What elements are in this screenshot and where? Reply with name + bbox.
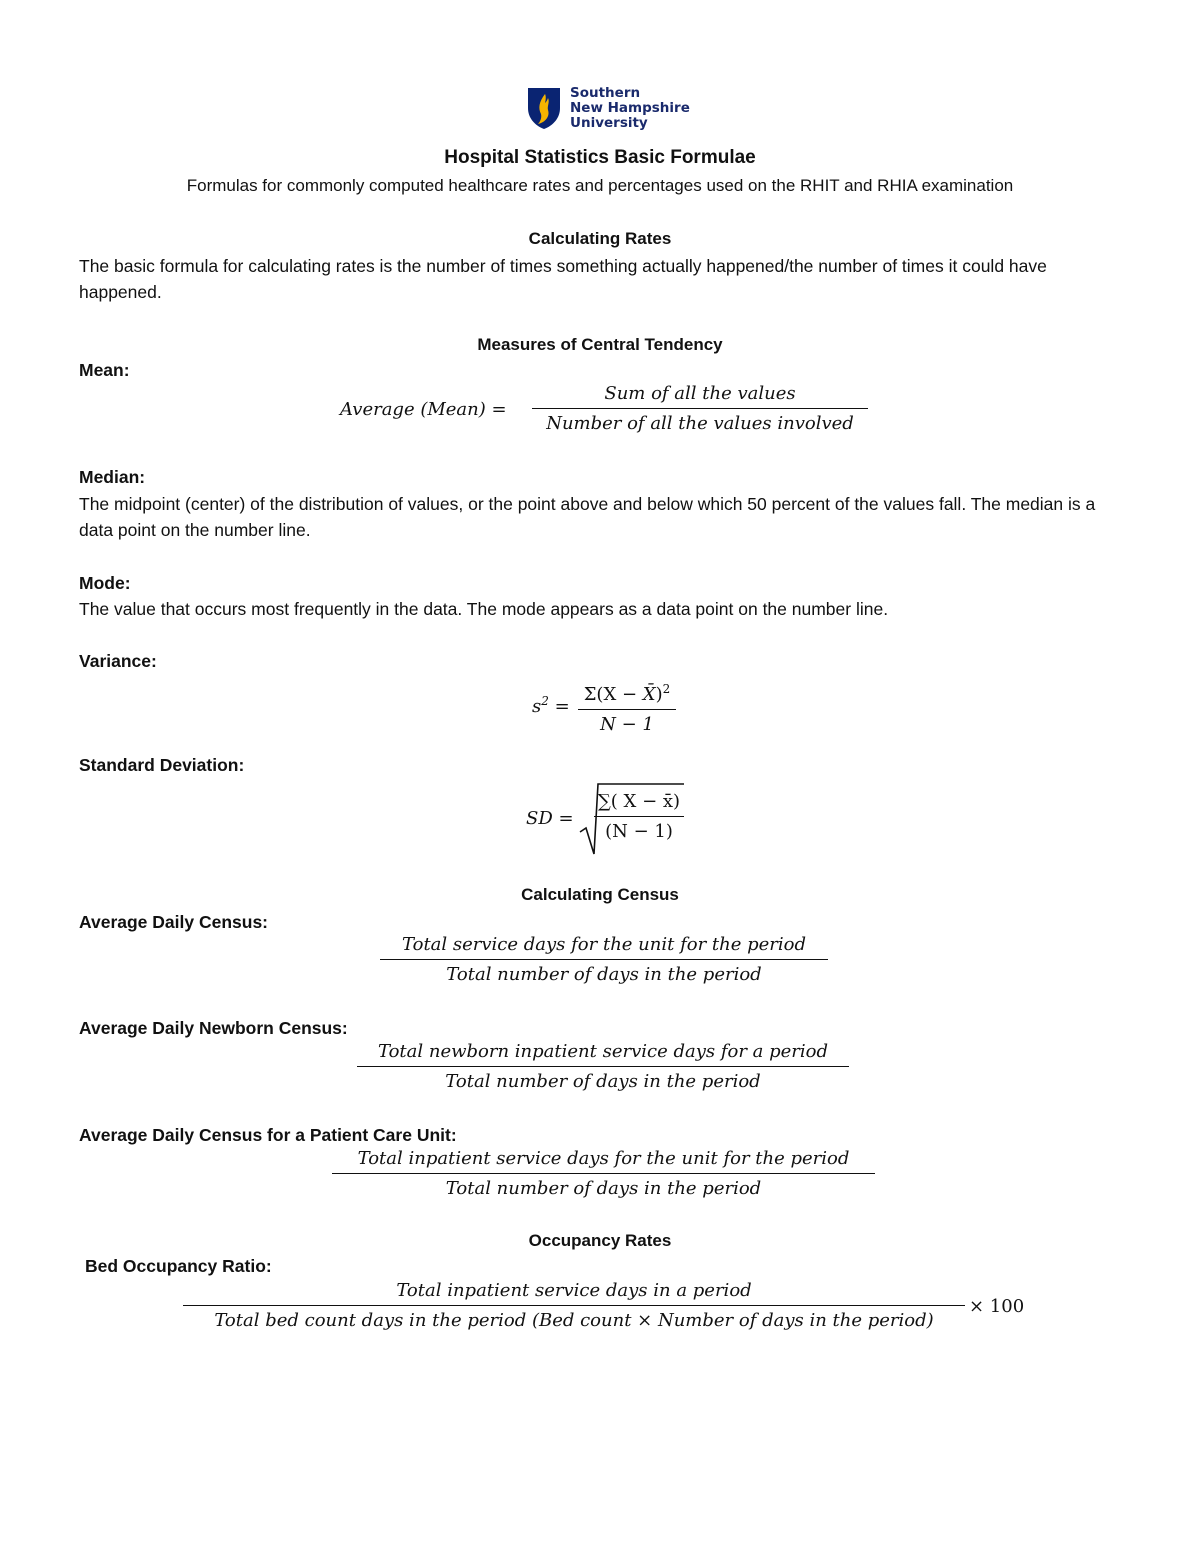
pcu-label: Average Daily Census for a Patient Care Unit: (79, 1125, 457, 1145)
bor-multiplier: × 100 (969, 1296, 1025, 1317)
median-label: Median: (79, 467, 146, 487)
variance-lhs (532, 694, 570, 717)
adc-numerator: Total service days for the unit for the period (402, 934, 806, 955)
bor-label: Bed Occupancy Ratio: (85, 1256, 272, 1276)
fraction-bar (532, 408, 868, 409)
mode-text: The value that occurs most frequently in the data. The mode appears as a data point on the number line. (79, 599, 889, 619)
sd-lhs: SD = (526, 808, 574, 829)
pcu-numerator: Total inpatient service days for the unit for the period (357, 1148, 850, 1169)
variance-lhs-base: s (532, 696, 542, 717)
adc-fraction (380, 933, 828, 987)
sd-numerator: ∑( X − x̄) (597, 791, 681, 812)
fraction-bar (332, 1173, 875, 1174)
adnc-numerator: Total newborn inpatient service days for a period (377, 1041, 829, 1062)
pcu-fraction (332, 1147, 875, 1201)
logo-line-3: University (570, 115, 648, 131)
page-title: Hospital Statistics Basic Formulae (444, 147, 756, 168)
mean-denominator: Number of all the values involved (546, 413, 854, 434)
median-text: The midpoint (center) of the distribution of values, or the point above and below which 50 percent of the values fall. The median is a data point on the number line. (79, 494, 1096, 540)
adc-denominator: Total number of days in the period (446, 964, 762, 985)
logo-line-1: Southern (570, 85, 641, 101)
central-heading: Measures of Central Tendency (477, 335, 723, 354)
fraction-bar (380, 959, 828, 960)
sd-denominator: (N − 1) (605, 821, 673, 842)
bor-denominator: Total bed count days in the period (Bed count × Number of days in the period) (214, 1310, 934, 1331)
variance-label: Variance: (79, 651, 157, 671)
logo-line-2: New Hampshire (570, 100, 690, 116)
fraction-bar (594, 816, 684, 817)
adnc-denominator: Total number of days in the period (445, 1071, 761, 1092)
variance-fraction (578, 677, 676, 737)
census-heading: Calculating Census (521, 885, 679, 904)
variance-equals: = (554, 696, 570, 717)
variance-denominator: N − 1 (600, 714, 654, 735)
bor-numerator: Total inpatient service days in a period (396, 1280, 752, 1301)
bor-fraction (183, 1279, 965, 1333)
fraction-bar (183, 1305, 965, 1306)
sd-fraction (594, 790, 684, 844)
fraction-bar (357, 1066, 849, 1067)
adnc-label: Average Daily Newborn Census: (79, 1018, 348, 1038)
variance-numerator: Σ(X − X̄)$^2$ (583, 682, 671, 705)
rates-heading: Calculating Rates (528, 229, 672, 248)
variance-lhs-exponent: 2 (541, 694, 549, 708)
pcu-denominator: Total number of days in the period (445, 1178, 762, 1199)
sd-label: Standard Deviation: (79, 755, 245, 775)
adc-label: Average Daily Census: (79, 912, 269, 932)
mean-numerator: Sum of all the values (604, 383, 796, 404)
mode-label: Mode: (79, 573, 131, 593)
mean-fraction (532, 382, 868, 436)
occupancy-heading: Occupancy Rates (528, 1231, 672, 1250)
page-subtitle: Formulas for commonly computed healthcare rates and percentages used on the RHIT and RHIA examination (186, 176, 1014, 195)
mean-lhs: Average (Mean) = (340, 399, 507, 420)
rates-text: The basic formula for calculating rates is the number of times something actually happened/the number of times it could have happened. (79, 256, 1047, 302)
university-logo (526, 86, 696, 132)
mean-label: Mean: (79, 360, 130, 380)
adnc-fraction (357, 1040, 849, 1094)
shield-flame-icon (526, 86, 562, 130)
fraction-bar (578, 709, 676, 710)
